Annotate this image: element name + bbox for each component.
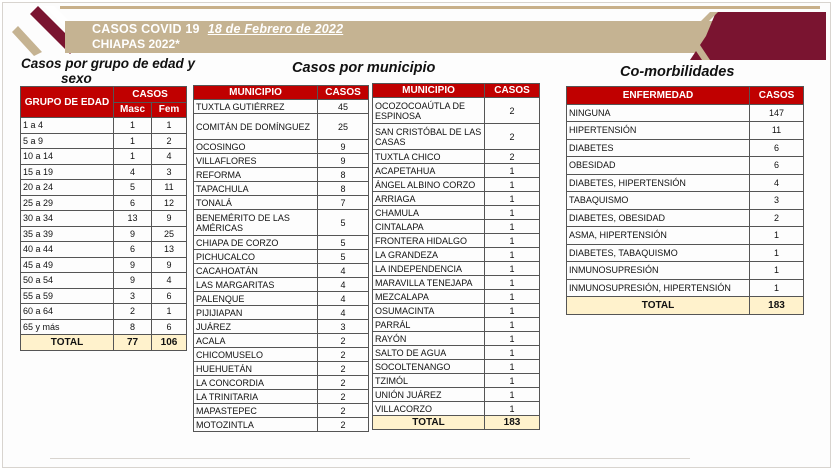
mun-a-row — [194, 362, 369, 376]
mun-a-cases-cell: 2 — [318, 362, 369, 376]
mun-a-row — [194, 320, 369, 334]
com-name-cell: DIABETES, OBESIDAD — [567, 209, 750, 227]
mun-b-name-cell: CINTALAPA — [373, 220, 485, 234]
top-stripe — [60, 6, 820, 9]
age-section-title-line1: Casos por grupo de edad y — [21, 56, 196, 71]
mun-a-row — [194, 196, 369, 210]
age-row — [21, 257, 187, 273]
com-cases-cell: 1 — [750, 227, 804, 245]
com-name-cell: INMUNOSUPRESIÓN — [567, 262, 750, 280]
age-group-cell: 1 a 4 — [21, 118, 114, 134]
mun-b-name-cell: VILLACORZO — [373, 402, 485, 416]
mun-a-row — [194, 100, 369, 114]
mun-a-name-cell: CACAHOATÁN — [194, 264, 318, 278]
municipio-section-title: Casos por municipio — [292, 60, 436, 76]
mun-b-row — [373, 318, 540, 332]
mun-b-name-cell: OCOZOCOAÚTLA DE ESPINOSA — [373, 98, 485, 124]
mun-b-cases-cell: 1 — [485, 332, 540, 346]
banner-right-ornament — [686, 12, 826, 60]
mun-a-row — [194, 154, 369, 168]
mun-b-cases-cell: 1 — [485, 276, 540, 290]
mun-a-name-cell: COMITÁN DE DOMÍNGUEZ — [194, 114, 318, 140]
mun-a-name-cell: TAPACHULA — [194, 182, 318, 196]
age-masc-cell: 1 — [114, 118, 152, 134]
age-header-group: GRUPO DE EDAD — [21, 87, 114, 118]
mun-b-cases-cell: 1 — [485, 220, 540, 234]
mun-a-cases-cell: 5 — [318, 236, 369, 250]
age-section-title-line2: sexo — [61, 71, 92, 86]
com-row — [567, 244, 804, 262]
mun-a-row — [194, 114, 369, 140]
mun-a-row — [194, 418, 369, 432]
mun-a-cases-cell: 8 — [318, 182, 369, 196]
age-row — [21, 273, 187, 289]
mun-b-name-cell: ACAPETAHUA — [373, 164, 485, 178]
age-fem-cell: 3 — [152, 164, 187, 180]
com-row — [567, 279, 804, 297]
age-row — [21, 242, 187, 258]
mun-b-name-cell: TZIMÓL — [373, 374, 485, 388]
com-row — [567, 104, 804, 122]
com-row — [567, 192, 804, 210]
com-row — [567, 157, 804, 175]
mun-a-name-cell: MAPASTEPEC — [194, 404, 318, 418]
com-name-cell: NINGUNA — [567, 104, 750, 122]
age-header-cases: CASOS — [114, 87, 187, 103]
mun-b-cases-cell: 2 — [485, 124, 540, 150]
com-cases-cell: 147 — [750, 104, 804, 122]
age-masc-cell: 8 — [114, 319, 152, 335]
mun-a-name-cell: VILLAFLORES — [194, 154, 318, 168]
mun-b-cases-cell: 1 — [485, 164, 540, 178]
mun-b-row — [373, 332, 540, 346]
age-row — [21, 118, 187, 134]
mun-b-row — [373, 234, 540, 248]
com-cases-cell: 6 — [750, 157, 804, 175]
municipio-table-left — [193, 85, 369, 432]
age-group-cell: 60 a 64 — [21, 304, 114, 320]
age-masc-cell: 9 — [114, 273, 152, 289]
age-masc-cell: 6 — [114, 195, 152, 211]
mun-a-row — [194, 250, 369, 264]
age-total-row — [21, 335, 187, 351]
age-row — [21, 164, 187, 180]
mun-a-cases-cell: 9 — [318, 154, 369, 168]
com-name-cell: TABAQUISMO — [567, 192, 750, 210]
mun-b-cases-cell: 1 — [485, 206, 540, 220]
mun-b-row — [373, 98, 540, 124]
mun-b-cases-cell: 1 — [485, 304, 540, 318]
mun-b-row — [373, 388, 540, 402]
age-group-cell: 45 a 49 — [21, 257, 114, 273]
mun-b-cases-cell: 1 — [485, 388, 540, 402]
com-row — [567, 262, 804, 280]
age-fem-cell: 9 — [152, 257, 187, 273]
com-total-row — [567, 297, 804, 315]
age-total-masc: 77 — [114, 335, 152, 351]
age-masc-cell: 3 — [114, 288, 152, 304]
mun-b-cases-cell: 1 — [485, 318, 540, 332]
mun-a-header-name: MUNICIPIO — [194, 86, 318, 100]
mun-b-name-cell: SOCOLTENANGO — [373, 360, 485, 374]
mun-a-name-cell: REFORMA — [194, 168, 318, 182]
age-row — [21, 226, 187, 242]
mun-b-cases-cell: 1 — [485, 192, 540, 206]
mun-b-row — [373, 220, 540, 234]
mun-b-name-cell: FRONTERA HIDALGO — [373, 234, 485, 248]
mun-b-name-cell: MEZCALAPA — [373, 290, 485, 304]
age-group-cell: 25 a 29 — [21, 195, 114, 211]
mun-b-row — [373, 304, 540, 318]
mun-a-cases-cell: 4 — [318, 278, 369, 292]
age-fem-cell: 6 — [152, 319, 187, 335]
age-masc-cell: 5 — [114, 180, 152, 196]
mun-b-row — [373, 192, 540, 206]
age-group-cell: 10 a 14 — [21, 149, 114, 165]
mun-b-cases-cell: 2 — [485, 98, 540, 124]
mun-a-name-cell: PIJIJIAPAN — [194, 306, 318, 320]
mun-a-name-cell: CHICOMUSELO — [194, 348, 318, 362]
age-masc-cell: 2 — [114, 304, 152, 320]
mun-a-row — [194, 390, 369, 404]
age-masc-cell: 13 — [114, 211, 152, 227]
mun-b-name-cell: ÁNGEL ALBINO CORZO — [373, 178, 485, 192]
com-cases-cell: 4 — [750, 174, 804, 192]
mun-a-cases-cell: 4 — [318, 306, 369, 320]
mun-b-row — [373, 206, 540, 220]
age-masc-cell: 9 — [114, 257, 152, 273]
mun-a-cases-cell: 5 — [318, 250, 369, 264]
com-name-cell: DIABETES, HIPERTENSIÓN — [567, 174, 750, 192]
age-fem-cell: 12 — [152, 195, 187, 211]
age-fem-cell: 6 — [152, 288, 187, 304]
mun-a-name-cell: LAS MARGARITAS — [194, 278, 318, 292]
mun-a-cases-cell: 2 — [318, 404, 369, 418]
mun-a-cases-cell: 25 — [318, 114, 369, 140]
mun-b-name-cell: SAN CRISTÓBAL DE LAS CASAS — [373, 124, 485, 150]
age-row — [21, 133, 187, 149]
mun-a-row — [194, 306, 369, 320]
com-name-cell: DIABETES, TABAQUISMO — [567, 244, 750, 262]
mun-b-name-cell: ARRIAGA — [373, 192, 485, 206]
age-group-cell: 30 a 34 — [21, 211, 114, 227]
mun-b-total-cases: 183 — [485, 416, 540, 430]
age-fem-cell: 4 — [152, 149, 187, 165]
age-header-fem: Fem — [152, 102, 187, 118]
mun-a-name-cell: CHIAPA DE CORZO — [194, 236, 318, 250]
com-name-cell: INMUNOSUPRESIÓN, HIPERTENSIÓN — [567, 279, 750, 297]
mun-b-row — [373, 276, 540, 290]
age-group-cell: 15 a 19 — [21, 164, 114, 180]
mun-b-name-cell: LA GRANDEZA — [373, 248, 485, 262]
com-total-cases: 183 — [750, 297, 804, 315]
mun-a-name-cell: TONALÁ — [194, 196, 318, 210]
age-group-cell: 50 a 54 — [21, 273, 114, 289]
mun-b-row — [373, 262, 540, 276]
com-name-cell: OBESIDAD — [567, 157, 750, 175]
mun-a-cases-cell: 8 — [318, 168, 369, 182]
mun-a-row — [194, 236, 369, 250]
mun-a-cases-cell: 2 — [318, 376, 369, 390]
mun-b-row — [373, 164, 540, 178]
mun-b-cases-cell: 1 — [485, 346, 540, 360]
mun-b-cases-cell: 1 — [485, 360, 540, 374]
mun-a-name-cell: LA CONCORDIA — [194, 376, 318, 390]
com-cases-cell: 1 — [750, 262, 804, 280]
mun-a-row — [194, 210, 369, 236]
age-fem-cell: 13 — [152, 242, 187, 258]
age-fem-cell: 11 — [152, 180, 187, 196]
mun-a-name-cell: TUXTLA GUTIÉRREZ — [194, 100, 318, 114]
age-group-cell: 55 a 59 — [21, 288, 114, 304]
banner-subtitle: CHIAPAS 2022* — [92, 37, 180, 51]
age-total-label: TOTAL — [21, 335, 114, 351]
age-row — [21, 304, 187, 320]
mun-b-total-label: TOTAL — [373, 416, 485, 430]
com-header-name: ENFERMEDAD — [567, 87, 750, 105]
age-masc-cell: 4 — [114, 164, 152, 180]
mun-a-cases-cell: 2 — [318, 348, 369, 362]
com-row — [567, 122, 804, 140]
com-cases-cell: 2 — [750, 209, 804, 227]
mun-b-cases-cell: 1 — [485, 290, 540, 304]
age-row — [21, 149, 187, 165]
mun-b-name-cell: RAYÓN — [373, 332, 485, 346]
age-group-cell: 35 a 39 — [21, 226, 114, 242]
mun-b-cases-cell: 1 — [485, 178, 540, 192]
mun-a-name-cell: MOTOZINTLA — [194, 418, 318, 432]
mun-b-name-cell: UNIÓN JUÁREZ — [373, 388, 485, 402]
banner-date: 18 de Febrero de 2022 — [207, 22, 344, 36]
mun-b-header-cases: CASOS — [485, 84, 540, 98]
com-cases-cell: 1 — [750, 279, 804, 297]
mun-b-name-cell: MARAVILLA TENEJAPA — [373, 276, 485, 290]
mun-b-name-cell: TUXTLA CHICO — [373, 150, 485, 164]
mun-a-row — [194, 292, 369, 306]
mun-b-cases-cell: 1 — [485, 248, 540, 262]
mun-a-cases-cell: 3 — [318, 320, 369, 334]
mun-a-cases-cell: 5 — [318, 210, 369, 236]
mun-b-cases-cell: 2 — [485, 150, 540, 164]
com-row — [567, 174, 804, 192]
mun-b-row — [373, 346, 540, 360]
municipio-table-right — [372, 83, 540, 430]
mun-a-row — [194, 140, 369, 154]
mun-b-row — [373, 248, 540, 262]
mun-b-header-name: MUNICIPIO — [373, 84, 485, 98]
age-group-table — [20, 86, 187, 351]
age-fem-cell: 2 — [152, 133, 187, 149]
age-group-cell: 5 a 9 — [21, 133, 114, 149]
age-row — [21, 319, 187, 335]
age-row — [21, 180, 187, 196]
age-row — [21, 211, 187, 227]
mun-a-cases-cell: 7 — [318, 196, 369, 210]
mun-a-name-cell: JUÁREZ — [194, 320, 318, 334]
banner-title — [92, 22, 343, 36]
mun-b-row — [373, 402, 540, 416]
mun-b-row — [373, 374, 540, 388]
age-total-fem: 106 — [152, 335, 187, 351]
mun-a-header-cases: CASOS — [318, 86, 369, 100]
mun-b-name-cell: CHAMULA — [373, 206, 485, 220]
mun-b-row — [373, 290, 540, 304]
age-fem-cell: 9 — [152, 211, 187, 227]
age-masc-cell: 1 — [114, 149, 152, 165]
age-masc-cell: 6 — [114, 242, 152, 258]
mun-a-name-cell: BENEMÉRITO DE LAS AMÉRICAS — [194, 210, 318, 236]
mun-b-name-cell: PARRÁL — [373, 318, 485, 332]
com-header-cases: CASOS — [750, 87, 804, 105]
mun-b-name-cell: LA INDEPENDENCIA — [373, 262, 485, 276]
mun-a-cases-cell: 4 — [318, 264, 369, 278]
mun-a-row — [194, 348, 369, 362]
mun-a-cases-cell: 2 — [318, 334, 369, 348]
com-name-cell: DIABETES — [567, 139, 750, 157]
mun-a-name-cell: LA TRINITARIA — [194, 390, 318, 404]
age-fem-cell: 1 — [152, 304, 187, 320]
mun-a-cases-cell: 4 — [318, 292, 369, 306]
mun-a-name-cell: PICHUCALCO — [194, 250, 318, 264]
com-name-cell: ASMA, HIPERTENSIÓN — [567, 227, 750, 245]
age-row — [21, 195, 187, 211]
age-fem-cell: 1 — [152, 118, 187, 134]
mun-b-row — [373, 150, 540, 164]
age-section-title — [21, 56, 195, 86]
mun-b-cases-cell: 1 — [485, 374, 540, 388]
mun-b-cases-cell: 1 — [485, 402, 540, 416]
mun-a-row — [194, 264, 369, 278]
com-cases-cell: 3 — [750, 192, 804, 210]
age-group-cell: 40 a 44 — [21, 242, 114, 258]
com-row — [567, 139, 804, 157]
com-cases-cell: 6 — [750, 139, 804, 157]
mun-a-cases-cell: 45 — [318, 100, 369, 114]
age-group-cell: 20 a 24 — [21, 180, 114, 196]
mun-b-row — [373, 178, 540, 192]
mun-a-row — [194, 404, 369, 418]
age-masc-cell: 9 — [114, 226, 152, 242]
mun-b-row — [373, 124, 540, 150]
mun-a-name-cell: ACALA — [194, 334, 318, 348]
mun-a-row — [194, 278, 369, 292]
age-group-cell: 65 y más — [21, 319, 114, 335]
comorbidity-section-title: Co-morbilidades — [620, 64, 735, 80]
age-masc-cell: 1 — [114, 133, 152, 149]
mun-b-name-cell: OSUMACINTA — [373, 304, 485, 318]
com-name-cell: HIPERTENSIÓN — [567, 122, 750, 140]
com-cases-cell: 1 — [750, 244, 804, 262]
mun-a-row — [194, 182, 369, 196]
mun-a-cases-cell: 2 — [318, 390, 369, 404]
comorbidity-table — [566, 86, 804, 315]
mun-a-name-cell: HUEHUETÁN — [194, 362, 318, 376]
mun-a-name-cell: PALENQUE — [194, 292, 318, 306]
mun-b-name-cell: SALTO DE AGUA — [373, 346, 485, 360]
mun-b-total-row — [373, 416, 540, 430]
com-row — [567, 227, 804, 245]
mun-a-row — [194, 168, 369, 182]
com-cases-cell: 11 — [750, 122, 804, 140]
bottom-divider — [50, 458, 690, 459]
age-fem-cell: 25 — [152, 226, 187, 242]
com-row — [567, 209, 804, 227]
age-header-masc: Masc — [114, 102, 152, 118]
mun-b-cases-cell: 1 — [485, 234, 540, 248]
mun-a-cases-cell: 2 — [318, 418, 369, 432]
mun-b-cases-cell: 1 — [485, 262, 540, 276]
age-row — [21, 288, 187, 304]
mun-a-name-cell: OCOSINGO — [194, 140, 318, 154]
mun-a-row — [194, 334, 369, 348]
mun-b-row — [373, 360, 540, 374]
mun-a-cases-cell: 9 — [318, 140, 369, 154]
banner-title-text: CASOS COVID 19 — [92, 22, 200, 36]
com-total-label: TOTAL — [567, 297, 750, 315]
mun-a-row — [194, 376, 369, 390]
age-fem-cell: 4 — [152, 273, 187, 289]
